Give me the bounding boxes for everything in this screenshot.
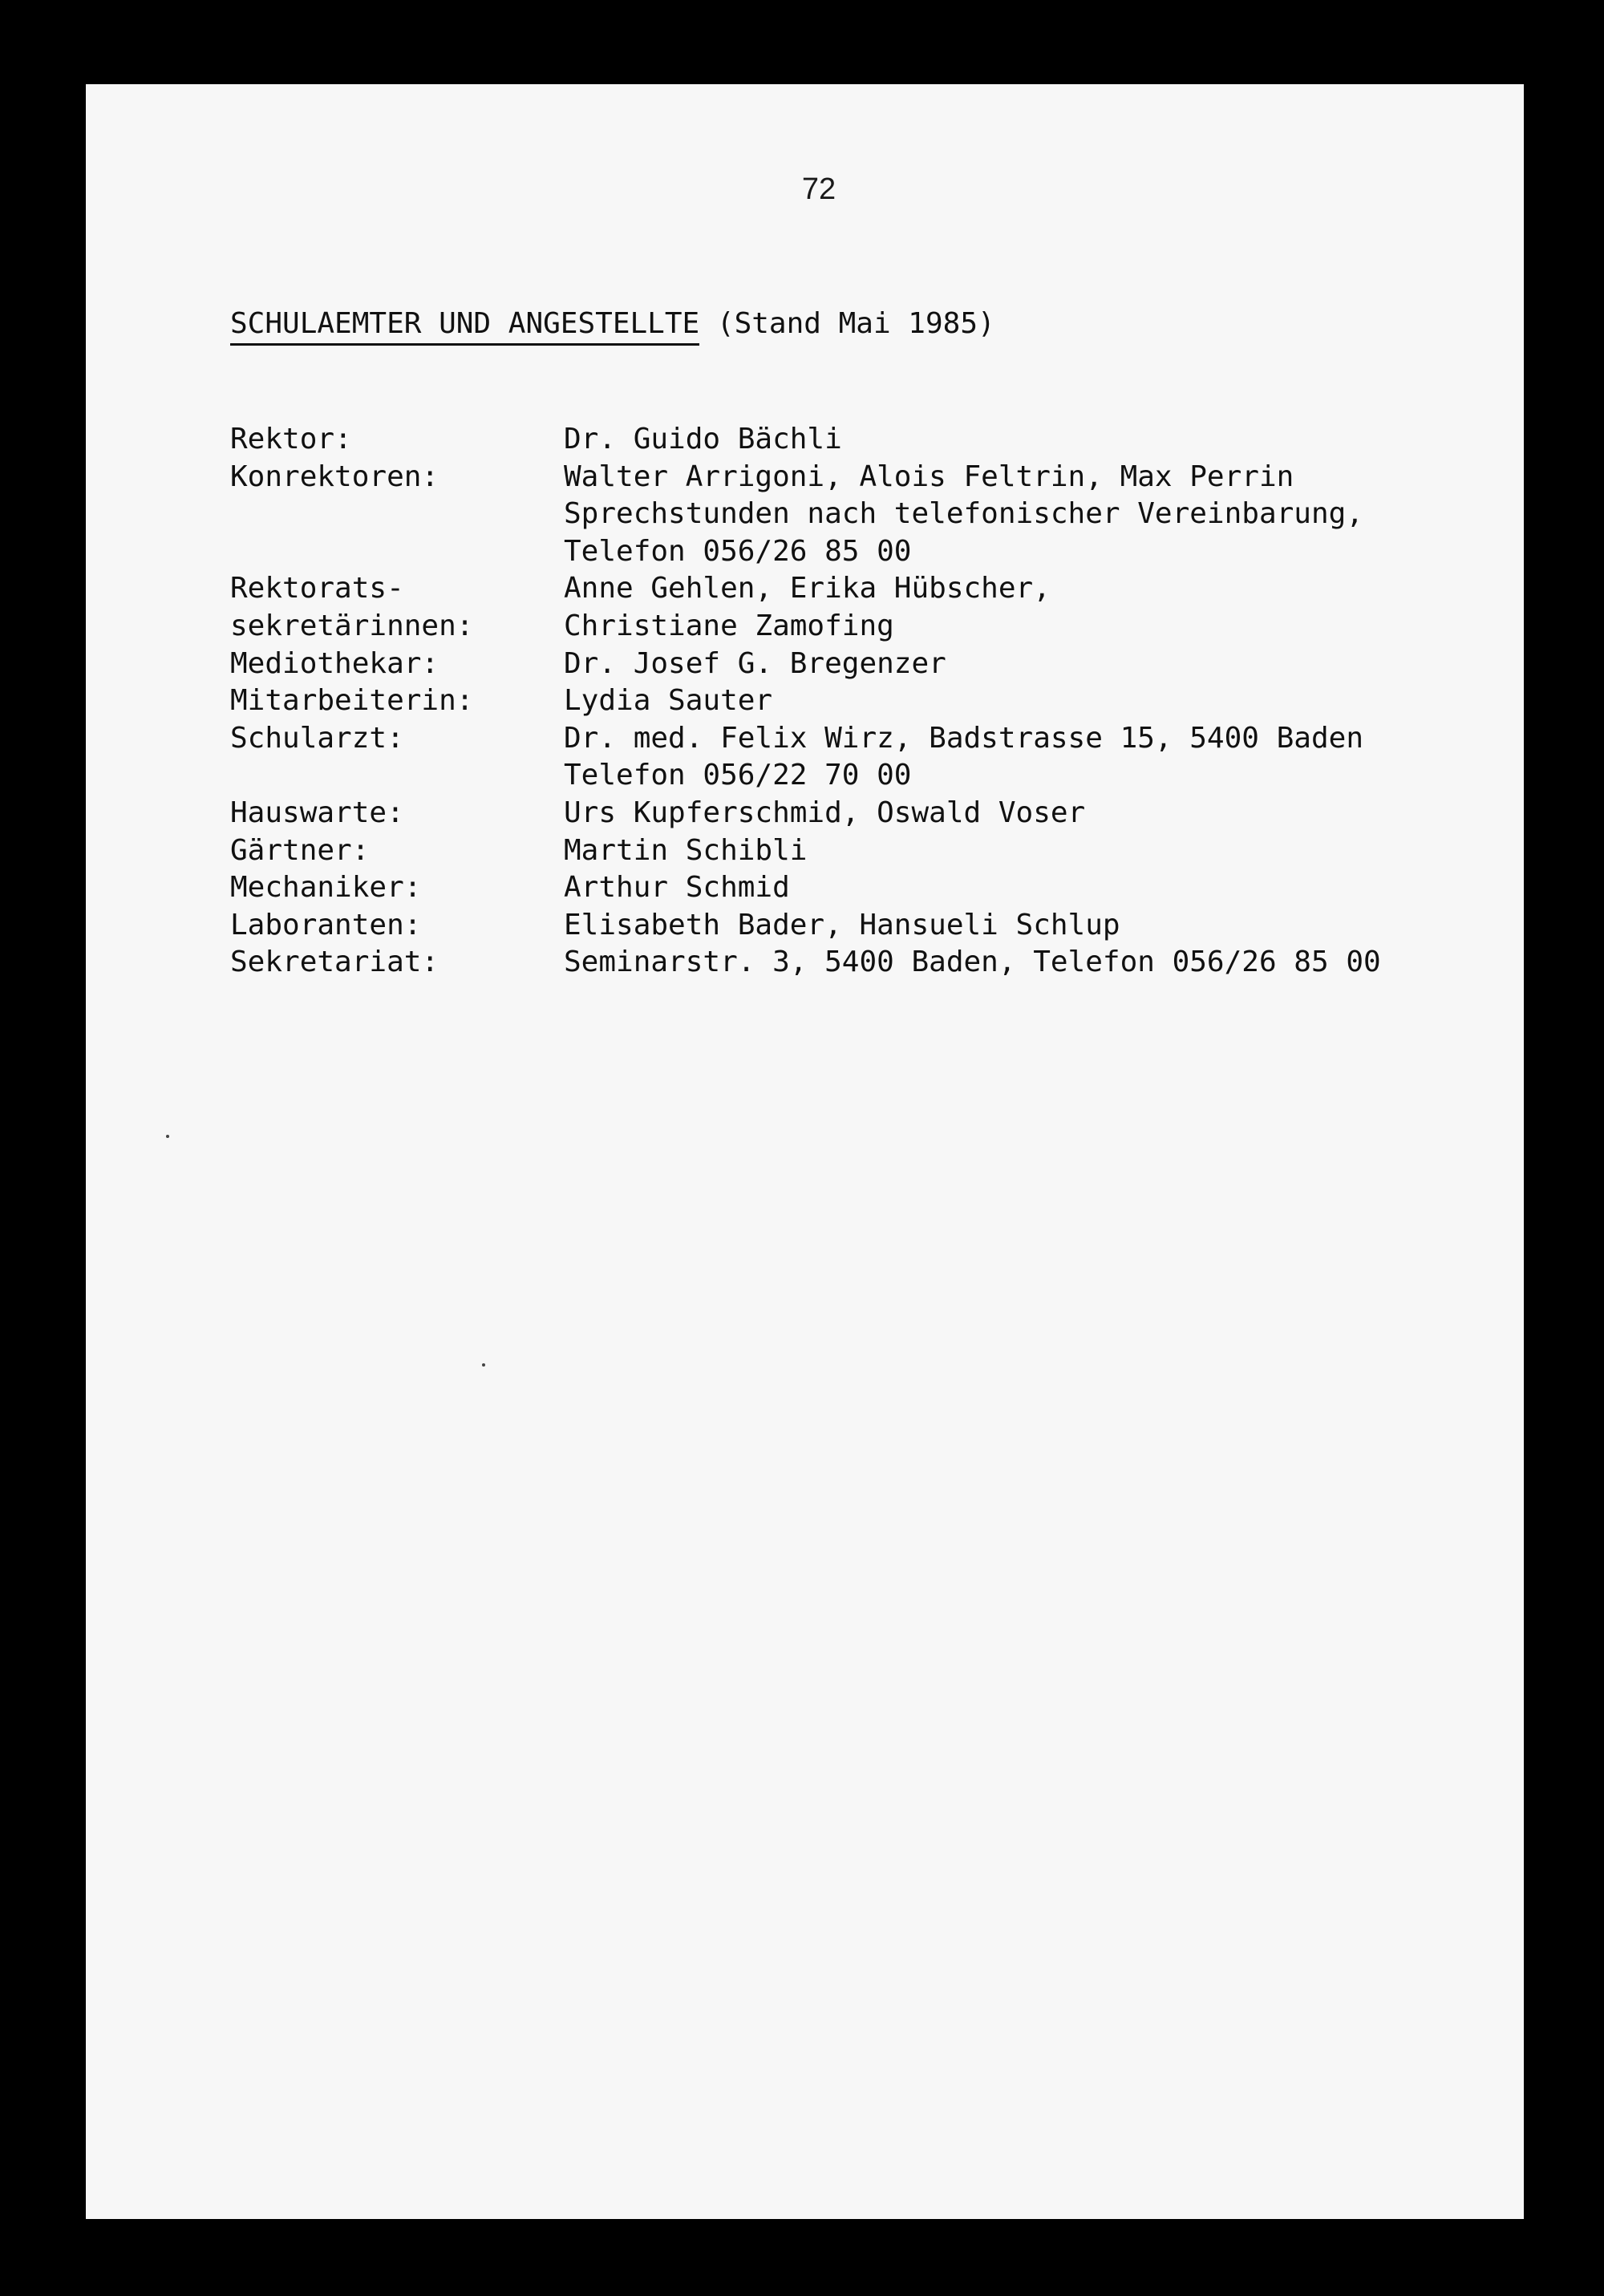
document-page xyxy=(86,84,1524,2219)
scan-speck xyxy=(482,1363,485,1367)
row-value: Telefon 056/26 85 00 xyxy=(564,534,912,568)
row-value: Seminarstr. 3, 5400 Baden, Telefon 056/26 85 00 xyxy=(564,946,1381,979)
row-label: Mitarbeiterin: xyxy=(230,684,474,718)
row-value: Dr. Josef G. Bregenzer xyxy=(564,646,946,680)
row-value: Dr. med. Felix Wirz, Badstrasse 15, 5400 Baden xyxy=(564,721,1363,755)
staff-row xyxy=(230,496,1481,533)
row-label: Hauswarte: xyxy=(230,796,404,829)
staff-row xyxy=(230,608,1481,646)
scan-speck xyxy=(166,1135,169,1138)
row-value: Urs Kupferschmid, Oswald Voser xyxy=(564,796,1086,829)
staff-row xyxy=(230,757,1481,795)
row-value: Telefon 056/22 70 00 xyxy=(564,759,912,792)
staff-row xyxy=(230,832,1481,870)
title-date: (Stand Mai 1985) xyxy=(716,307,995,340)
staff-row xyxy=(230,533,1481,571)
staff-row xyxy=(230,421,1481,459)
row-label: Mediothekar: xyxy=(230,646,439,680)
row-value: Dr. Guido Bächli xyxy=(564,423,842,456)
staff-row xyxy=(230,459,1481,496)
staff-row xyxy=(230,795,1481,832)
row-label: Gärtner: xyxy=(230,833,370,867)
row-label: Laboranten: xyxy=(230,908,422,941)
page-number: 72 xyxy=(801,172,836,206)
staff-row xyxy=(230,907,1481,945)
page-title xyxy=(230,307,995,340)
row-label: Rektorats- xyxy=(230,572,404,605)
row-label xyxy=(230,533,564,571)
staff-row xyxy=(230,944,1481,982)
row-label: Schularzt: xyxy=(230,721,404,755)
row-value: Walter Arrigoni, Alois Feltrin, Max Perrin xyxy=(564,460,1294,493)
staff-row xyxy=(230,869,1481,907)
row-value: Martin Schibli xyxy=(564,833,808,867)
staff-row xyxy=(230,682,1481,720)
staff-row xyxy=(230,646,1481,683)
row-value: Christiane Zamofing xyxy=(564,609,894,642)
staff-row xyxy=(230,570,1481,608)
row-label: sekretärinnen: xyxy=(230,609,474,642)
row-value: Sprechstunden nach telefonischer Vereinbarung, xyxy=(564,497,1363,531)
row-label: Mechaniker: xyxy=(230,871,422,905)
row-value: Anne Gehlen, Erika Hübscher, xyxy=(564,572,1051,605)
title-text: SCHULAEMTER UND ANGESTELLTE xyxy=(230,307,699,346)
row-label xyxy=(230,496,564,533)
staff-row xyxy=(230,720,1481,758)
row-value: Lydia Sauter xyxy=(564,684,773,718)
row-value: Elisabeth Bader, Hansueli Schlup xyxy=(564,908,1120,941)
row-label xyxy=(230,757,564,795)
row-label: Sekretariat: xyxy=(230,946,439,979)
row-value: Arthur Schmid xyxy=(564,871,790,905)
row-label: Konrektoren: xyxy=(230,460,439,493)
staff-list xyxy=(230,421,1481,982)
row-label: Rektor: xyxy=(230,423,352,456)
